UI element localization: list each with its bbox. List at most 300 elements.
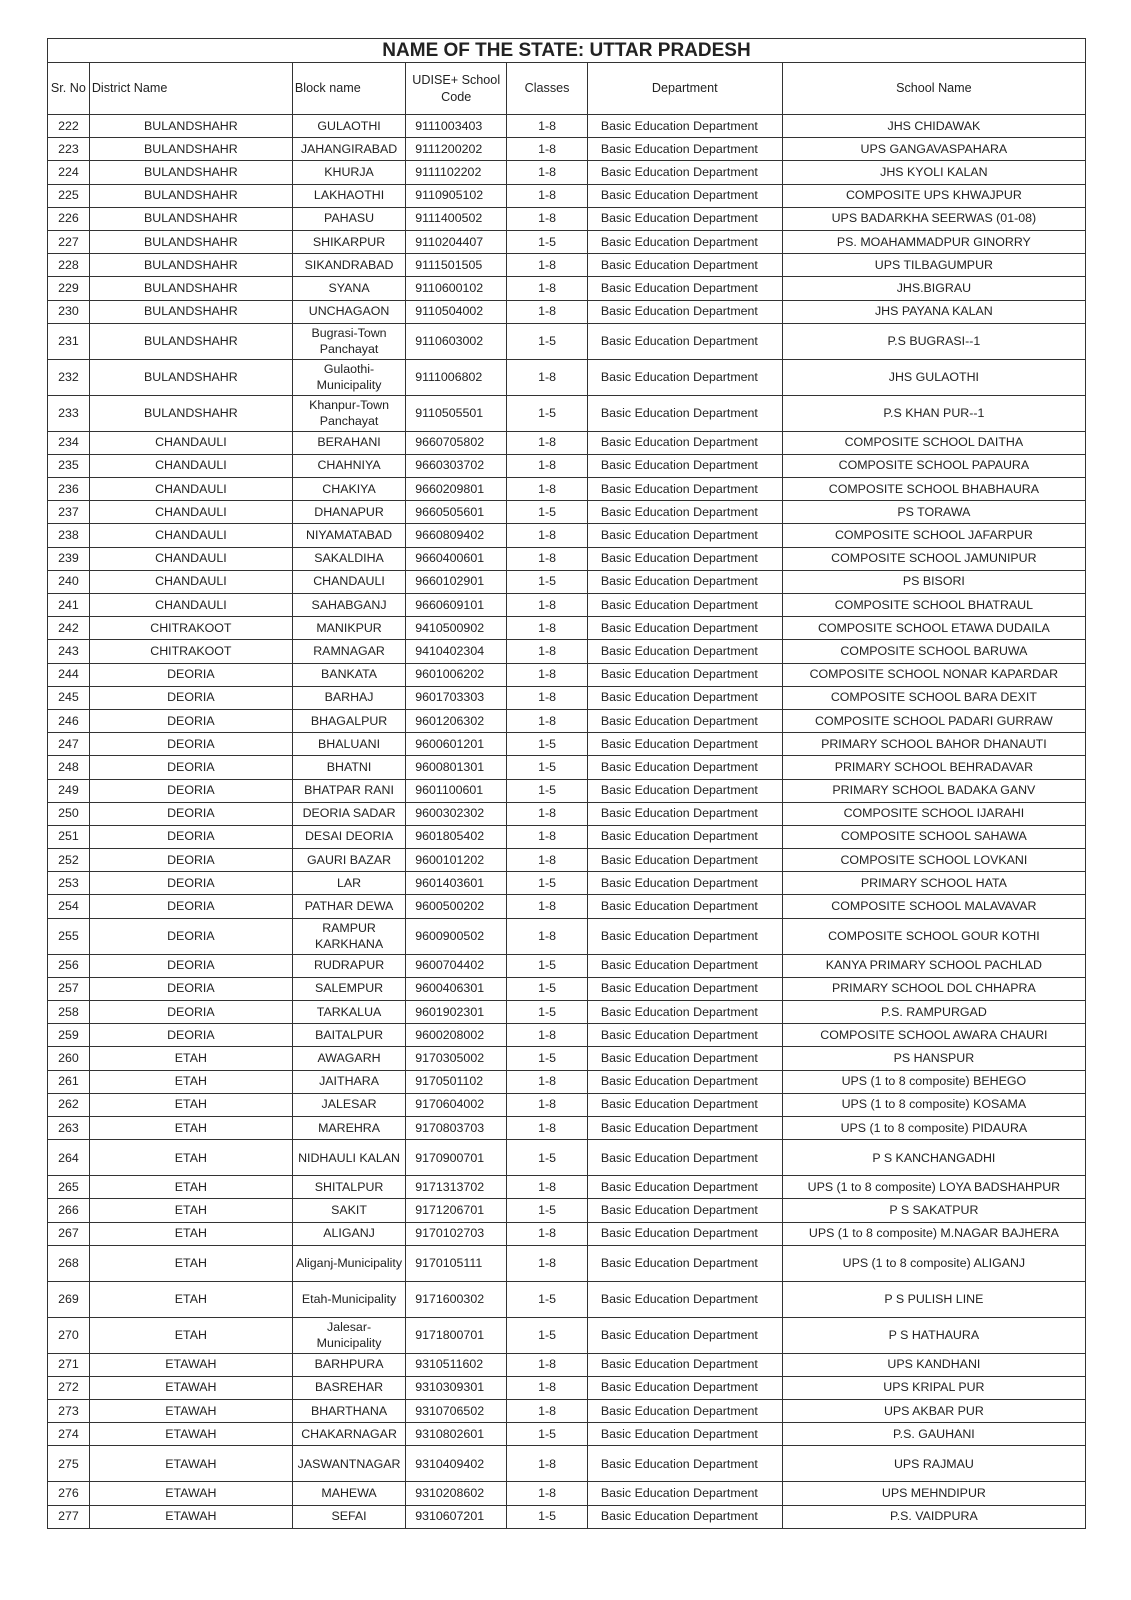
department-cell: Basic Education Department	[587, 524, 782, 547]
sr-no-cell: 256	[48, 954, 90, 977]
district-cell: BULANDSHAHR	[89, 277, 292, 300]
block-cell: SIKANDRABAD	[292, 254, 405, 277]
udise-code-cell: 9660303702	[406, 454, 507, 477]
district-cell: DEORIA	[89, 1024, 292, 1047]
table-row	[48, 254, 1086, 277]
department-cell: Basic Education Department	[587, 323, 782, 359]
department-cell: Basic Education Department	[587, 1423, 782, 1446]
udise-code-cell: 9170803703	[406, 1116, 507, 1139]
block-cell: NIDHAULI KALAN	[292, 1140, 405, 1176]
school-name-cell: PRIMARY SCHOOL BADAKA GANV	[782, 779, 1085, 802]
block-cell: BHALUANI	[292, 733, 405, 756]
sr-no-cell: 228	[48, 254, 90, 277]
col-header-udise-code: UDISE+ School Code	[406, 63, 507, 115]
classes-cell: 1-8	[507, 1024, 588, 1047]
sr-no-cell: 259	[48, 1024, 90, 1047]
sr-no-cell: 233	[48, 395, 90, 431]
school-name-cell: UPS MEHNDIPUR	[782, 1482, 1085, 1505]
udise-code-cell: 9110603002	[406, 323, 507, 359]
table-row	[48, 977, 1086, 1000]
department-cell: Basic Education Department	[587, 779, 782, 802]
department-cell: Basic Education Department	[587, 1176, 782, 1199]
udise-code-cell: 9660400601	[406, 547, 507, 570]
sr-no-cell: 265	[48, 1176, 90, 1199]
block-cell: Etah-Municipality	[292, 1281, 405, 1317]
district-cell: BULANDSHAHR	[89, 207, 292, 230]
sr-no-cell: 253	[48, 872, 90, 895]
block-cell: SAKIT	[292, 1199, 405, 1222]
school-list-sheet	[47, 38, 1086, 1529]
classes-cell: 1-5	[507, 1140, 588, 1176]
sr-no-cell: 245	[48, 686, 90, 709]
sr-no-cell: 262	[48, 1093, 90, 1116]
table-row	[48, 1317, 1086, 1353]
department-cell: Basic Education Department	[587, 709, 782, 732]
block-cell: MAHEWA	[292, 1482, 405, 1505]
sr-no-cell: 246	[48, 709, 90, 732]
udise-code-cell: 9600302302	[406, 802, 507, 825]
block-cell: BASREHAR	[292, 1376, 405, 1399]
table-row	[48, 524, 1086, 547]
school-name-cell: COMPOSITE SCHOOL PAPAURA	[782, 454, 1085, 477]
table-row	[48, 1353, 1086, 1376]
udise-code-cell: 9601403601	[406, 872, 507, 895]
school-name-cell: UPS GANGAVASPAHARA	[782, 138, 1085, 161]
district-cell: CHANDAULI	[89, 570, 292, 593]
table-row	[48, 617, 1086, 640]
classes-cell: 1-8	[507, 918, 588, 954]
table-row	[48, 323, 1086, 359]
district-cell: BULANDSHAHR	[89, 138, 292, 161]
district-cell: ETAWAH	[89, 1400, 292, 1423]
department-cell: Basic Education Department	[587, 849, 782, 872]
sr-no-cell: 225	[48, 184, 90, 207]
classes-cell: 1-8	[507, 594, 588, 617]
udise-code-cell: 9410500902	[406, 617, 507, 640]
table-row	[48, 849, 1086, 872]
table-row	[48, 686, 1086, 709]
department-cell: Basic Education Department	[587, 1070, 782, 1093]
block-cell: RAMPUR KARKHANA	[292, 918, 405, 954]
district-cell: CHANDAULI	[89, 594, 292, 617]
district-cell: ETAH	[89, 1093, 292, 1116]
classes-cell: 1-8	[507, 1116, 588, 1139]
udise-code-cell: 9171600302	[406, 1281, 507, 1317]
district-cell: ETAH	[89, 1222, 292, 1245]
district-cell: DEORIA	[89, 849, 292, 872]
udise-code-cell: 9170305002	[406, 1047, 507, 1070]
school-name-cell: COMPOSITE SCHOOL JAFARPUR	[782, 524, 1085, 547]
col-header-block: Block name	[292, 63, 405, 115]
udise-code-cell: 9110505501	[406, 395, 507, 431]
school-name-cell: P.S. VAIDPURA	[782, 1505, 1085, 1528]
sr-no-cell: 234	[48, 431, 90, 454]
department-cell: Basic Education Department	[587, 161, 782, 184]
department-cell: Basic Education Department	[587, 115, 782, 138]
classes-cell: 1-8	[507, 300, 588, 323]
department-cell: Basic Education Department	[587, 1245, 782, 1281]
classes-cell: 1-8	[507, 1376, 588, 1399]
table-row	[48, 1024, 1086, 1047]
block-cell: RUDRAPUR	[292, 954, 405, 977]
classes-cell: 1-8	[507, 547, 588, 570]
school-name-cell: P S HATHAURA	[782, 1317, 1085, 1353]
classes-cell: 1-8	[507, 254, 588, 277]
block-cell: Bugrasi-Town Panchayat	[292, 323, 405, 359]
block-cell: Aliganj-Municipality	[292, 1245, 405, 1281]
district-cell: ETAH	[89, 1070, 292, 1093]
udise-code-cell: 9660809402	[406, 524, 507, 547]
udise-code-cell: 9600801301	[406, 756, 507, 779]
table-row	[48, 1376, 1086, 1399]
udise-code-cell: 9660705802	[406, 431, 507, 454]
block-cell: PATHAR DEWA	[292, 895, 405, 918]
classes-cell: 1-8	[507, 802, 588, 825]
department-cell: Basic Education Department	[587, 207, 782, 230]
school-name-cell: JHS CHIDAWAK	[782, 115, 1085, 138]
department-cell: Basic Education Department	[587, 359, 782, 395]
classes-cell: 1-5	[507, 1047, 588, 1070]
school-name-cell: P.S BUGRASI--1	[782, 323, 1085, 359]
table-row	[48, 300, 1086, 323]
department-cell: Basic Education Department	[587, 918, 782, 954]
classes-cell: 1-5	[507, 1001, 588, 1024]
udise-code-cell: 9601703303	[406, 686, 507, 709]
sr-no-cell: 243	[48, 640, 90, 663]
udise-code-cell: 9310309301	[406, 1376, 507, 1399]
udise-code-cell: 9600900502	[406, 918, 507, 954]
department-cell: Basic Education Department	[587, 501, 782, 524]
classes-cell: 1-5	[507, 954, 588, 977]
classes-cell: 1-8	[507, 640, 588, 663]
table-row	[48, 756, 1086, 779]
classes-cell: 1-8	[507, 277, 588, 300]
school-name-cell: COMPOSITE SCHOOL JAMUNIPUR	[782, 547, 1085, 570]
school-name-cell: UPS (1 to 8 composite) M.NAGAR BAJHERA	[782, 1222, 1085, 1245]
classes-cell: 1-8	[507, 1176, 588, 1199]
sr-no-cell: 223	[48, 138, 90, 161]
block-cell: BANKATA	[292, 663, 405, 686]
sr-no-cell: 272	[48, 1376, 90, 1399]
udise-code-cell: 9170900701	[406, 1140, 507, 1176]
classes-cell: 1-8	[507, 207, 588, 230]
sr-no-cell: 222	[48, 115, 90, 138]
table-row	[48, 570, 1086, 593]
department-cell: Basic Education Department	[587, 1482, 782, 1505]
classes-cell: 1-5	[507, 570, 588, 593]
sr-no-cell: 263	[48, 1116, 90, 1139]
udise-code-cell: 9170604002	[406, 1093, 507, 1116]
department-cell: Basic Education Department	[587, 686, 782, 709]
district-cell: DEORIA	[89, 756, 292, 779]
udise-code-cell: 9171206701	[406, 1199, 507, 1222]
district-cell: CHANDAULI	[89, 501, 292, 524]
table-row	[48, 1199, 1086, 1222]
udise-code-cell: 9600500202	[406, 895, 507, 918]
school-name-cell: JHS GULAOTHI	[782, 359, 1085, 395]
table-row	[48, 207, 1086, 230]
table-row	[48, 1482, 1086, 1505]
school-name-cell: P S KANCHANGADHI	[782, 1140, 1085, 1176]
district-cell: DEORIA	[89, 895, 292, 918]
sr-no-cell: 258	[48, 1001, 90, 1024]
district-cell: ETAH	[89, 1199, 292, 1222]
classes-cell: 1-5	[507, 756, 588, 779]
udise-code-cell: 9600101202	[406, 849, 507, 872]
classes-cell: 1-5	[507, 230, 588, 253]
udise-code-cell: 9600208002	[406, 1024, 507, 1047]
department-cell: Basic Education Department	[587, 895, 782, 918]
school-table	[47, 38, 1086, 1529]
sr-no-cell: 224	[48, 161, 90, 184]
sr-no-cell: 241	[48, 594, 90, 617]
block-cell: SYANA	[292, 277, 405, 300]
sr-no-cell: 252	[48, 849, 90, 872]
school-name-cell: UPS RAJMAU	[782, 1446, 1085, 1482]
department-cell: Basic Education Department	[587, 802, 782, 825]
department-cell: Basic Education Department	[587, 1400, 782, 1423]
table-row	[48, 709, 1086, 732]
school-name-cell: PS. MOAHAMMADPUR GINORRY	[782, 230, 1085, 253]
block-cell: LAKHAOTHI	[292, 184, 405, 207]
classes-cell: 1-5	[507, 977, 588, 1000]
district-cell: DEORIA	[89, 977, 292, 1000]
school-name-cell: COMPOSITE SCHOOL GOUR KOTHI	[782, 918, 1085, 954]
classes-cell: 1-5	[507, 501, 588, 524]
classes-cell: 1-8	[507, 431, 588, 454]
block-cell: BAITALPUR	[292, 1024, 405, 1047]
district-cell: CHANDAULI	[89, 547, 292, 570]
district-cell: BULANDSHAHR	[89, 115, 292, 138]
school-name-cell: COMPOSITE SCHOOL IJARAHI	[782, 802, 1085, 825]
state-title: NAME OF THE STATE: UTTAR PRADESH	[48, 39, 1086, 63]
district-cell: DEORIA	[89, 918, 292, 954]
table-row	[48, 594, 1086, 617]
district-cell: ETAH	[89, 1245, 292, 1281]
school-name-cell: COMPOSITE SCHOOL BARUWA	[782, 640, 1085, 663]
udise-code-cell: 9110905102	[406, 184, 507, 207]
district-cell: BULANDSHAHR	[89, 184, 292, 207]
classes-cell: 1-5	[507, 1199, 588, 1222]
table-row	[48, 663, 1086, 686]
district-cell: DEORIA	[89, 733, 292, 756]
department-cell: Basic Education Department	[587, 1505, 782, 1528]
sr-no-cell: 227	[48, 230, 90, 253]
udise-code-cell: 9310706502	[406, 1400, 507, 1423]
udise-code-cell: 9110204407	[406, 230, 507, 253]
sr-no-cell: 257	[48, 977, 90, 1000]
block-cell: JAHANGIRABAD	[292, 138, 405, 161]
block-cell: PAHASU	[292, 207, 405, 230]
block-cell: BHATPAR RANI	[292, 779, 405, 802]
block-cell: SHITALPUR	[292, 1176, 405, 1199]
sr-no-cell: 242	[48, 617, 90, 640]
block-cell: JASWANTNAGAR	[292, 1446, 405, 1482]
block-cell: AWAGARH	[292, 1047, 405, 1070]
department-cell: Basic Education Department	[587, 977, 782, 1000]
block-cell: DEORIA SADAR	[292, 802, 405, 825]
department-cell: Basic Education Department	[587, 254, 782, 277]
classes-cell: 1-8	[507, 617, 588, 640]
table-row	[48, 1446, 1086, 1482]
department-cell: Basic Education Department	[587, 1222, 782, 1245]
block-cell: CHAHNIYA	[292, 454, 405, 477]
school-name-cell: PRIMARY SCHOOL BAHOR DHANAUTI	[782, 733, 1085, 756]
col-header-sr-no: Sr. No	[48, 63, 90, 115]
department-cell: Basic Education Department	[587, 1093, 782, 1116]
classes-cell: 1-5	[507, 1281, 588, 1317]
udise-code-cell: 9170105111	[406, 1245, 507, 1281]
school-name-cell: COMPOSITE SCHOOL PADARI GURRAW	[782, 709, 1085, 732]
school-name-cell: UPS KRIPAL PUR	[782, 1376, 1085, 1399]
school-name-cell: UPS TILBAGUMPUR	[782, 254, 1085, 277]
school-name-cell: PS BISORI	[782, 570, 1085, 593]
department-cell: Basic Education Department	[587, 1001, 782, 1024]
udise-code-cell: 9310208602	[406, 1482, 507, 1505]
udise-code-cell: 9660102901	[406, 570, 507, 593]
table-row	[48, 431, 1086, 454]
sr-no-cell: 261	[48, 1070, 90, 1093]
school-name-cell: COMPOSITE SCHOOL LOVKANI	[782, 849, 1085, 872]
table-row	[48, 547, 1086, 570]
classes-cell: 1-8	[507, 138, 588, 161]
department-cell: Basic Education Department	[587, 1047, 782, 1070]
classes-cell: 1-8	[507, 359, 588, 395]
sr-no-cell: 237	[48, 501, 90, 524]
block-cell: UNCHAGAON	[292, 300, 405, 323]
table-row	[48, 802, 1086, 825]
school-name-cell: COMPOSITE SCHOOL NONAR KAPARDAR	[782, 663, 1085, 686]
classes-cell: 1-8	[507, 454, 588, 477]
table-row	[48, 954, 1086, 977]
block-cell: TARKALUA	[292, 1001, 405, 1024]
district-cell: ETAWAH	[89, 1423, 292, 1446]
department-cell: Basic Education Department	[587, 1353, 782, 1376]
block-cell: MANIKPUR	[292, 617, 405, 640]
sr-no-cell: 276	[48, 1482, 90, 1505]
table-row	[48, 1176, 1086, 1199]
district-cell: ETAH	[89, 1047, 292, 1070]
school-name-cell: JHS.BIGRAU	[782, 277, 1085, 300]
district-cell: DEORIA	[89, 802, 292, 825]
udise-code-cell: 9171800701	[406, 1317, 507, 1353]
department-cell: Basic Education Department	[587, 825, 782, 848]
sr-no-cell: 240	[48, 570, 90, 593]
table-row	[48, 1400, 1086, 1423]
department-cell: Basic Education Department	[587, 663, 782, 686]
department-cell: Basic Education Department	[587, 454, 782, 477]
school-name-cell: PRIMARY SCHOOL BEHRADAVAR	[782, 756, 1085, 779]
school-name-cell: UPS (1 to 8 composite) PIDAURA	[782, 1116, 1085, 1139]
district-cell: BULANDSHAHR	[89, 161, 292, 184]
district-cell: CHITRAKOOT	[89, 617, 292, 640]
district-cell: DEORIA	[89, 663, 292, 686]
department-cell: Basic Education Department	[587, 431, 782, 454]
udise-code-cell: 9601206302	[406, 709, 507, 732]
school-name-cell: COMPOSITE SCHOOL DAITHA	[782, 431, 1085, 454]
district-cell: DEORIA	[89, 954, 292, 977]
sr-no-cell: 231	[48, 323, 90, 359]
col-header-district: District Name	[89, 63, 292, 115]
school-name-cell: COMPOSITE SCHOOL BHATRAUL	[782, 594, 1085, 617]
classes-cell: 1-8	[507, 1093, 588, 1116]
block-cell: CHANDAULI	[292, 570, 405, 593]
department-cell: Basic Education Department	[587, 1199, 782, 1222]
school-name-cell: PRIMARY SCHOOL HATA	[782, 872, 1085, 895]
department-cell: Basic Education Department	[587, 138, 782, 161]
school-name-cell: P S SAKATPUR	[782, 1199, 1085, 1222]
school-name-cell: COMPOSITE SCHOOL ETAWA DUDAILA	[782, 617, 1085, 640]
school-name-cell: UPS (1 to 8 composite) ALIGANJ	[782, 1245, 1085, 1281]
block-cell: SAKALDIHA	[292, 547, 405, 570]
school-name-cell: UPS (1 to 8 composite) LOYA BADSHAHPUR	[782, 1176, 1085, 1199]
block-cell: BHATNI	[292, 756, 405, 779]
block-cell: BERAHANI	[292, 431, 405, 454]
department-cell: Basic Education Department	[587, 872, 782, 895]
department-cell: Basic Education Department	[587, 1376, 782, 1399]
table-row	[48, 825, 1086, 848]
block-cell: LAR	[292, 872, 405, 895]
department-cell: Basic Education Department	[587, 756, 782, 779]
department-cell: Basic Education Department	[587, 184, 782, 207]
classes-cell: 1-5	[507, 779, 588, 802]
school-name-cell: UPS BADARKHA SEERWAS (01-08)	[782, 207, 1085, 230]
classes-cell: 1-8	[507, 478, 588, 501]
district-cell: ETAH	[89, 1176, 292, 1199]
udise-code-cell: 9171313702	[406, 1176, 507, 1199]
district-cell: ETAH	[89, 1317, 292, 1353]
block-cell: GAURI BAZAR	[292, 849, 405, 872]
school-name-cell: P S PULISH LINE	[782, 1281, 1085, 1317]
table-row	[48, 115, 1086, 138]
department-cell: Basic Education Department	[587, 230, 782, 253]
school-name-cell: PS HANSPUR	[782, 1047, 1085, 1070]
district-cell: DEORIA	[89, 1001, 292, 1024]
district-cell: ETAWAH	[89, 1376, 292, 1399]
sr-no-cell: 239	[48, 547, 90, 570]
udise-code-cell: 9111003403	[406, 115, 507, 138]
school-name-cell: KANYA PRIMARY SCHOOL PACHLAD	[782, 954, 1085, 977]
district-cell: ETAWAH	[89, 1505, 292, 1528]
table-row	[48, 872, 1086, 895]
table-row	[48, 1281, 1086, 1317]
classes-cell: 1-5	[507, 323, 588, 359]
block-cell: ALIGANJ	[292, 1222, 405, 1245]
table-row	[48, 1222, 1086, 1245]
sr-no-cell: 248	[48, 756, 90, 779]
sr-no-cell: 270	[48, 1317, 90, 1353]
classes-cell: 1-8	[507, 1353, 588, 1376]
classes-cell: 1-5	[507, 733, 588, 756]
department-cell: Basic Education Department	[587, 617, 782, 640]
classes-cell: 1-5	[507, 872, 588, 895]
table-row	[48, 640, 1086, 663]
udise-code-cell: 9111006802	[406, 359, 507, 395]
district-cell: ETAWAH	[89, 1446, 292, 1482]
department-cell: Basic Education Department	[587, 277, 782, 300]
block-cell: CHAKIYA	[292, 478, 405, 501]
udise-code-cell: 9660209801	[406, 478, 507, 501]
block-cell: BHAGALPUR	[292, 709, 405, 732]
classes-cell: 1-8	[507, 663, 588, 686]
classes-cell: 1-8	[507, 184, 588, 207]
sr-no-cell: 269	[48, 1281, 90, 1317]
sr-no-cell: 277	[48, 1505, 90, 1528]
school-name-cell: JHS KYOLI KALAN	[782, 161, 1085, 184]
table-row	[48, 895, 1086, 918]
table-row	[48, 230, 1086, 253]
table-row	[48, 1070, 1086, 1093]
